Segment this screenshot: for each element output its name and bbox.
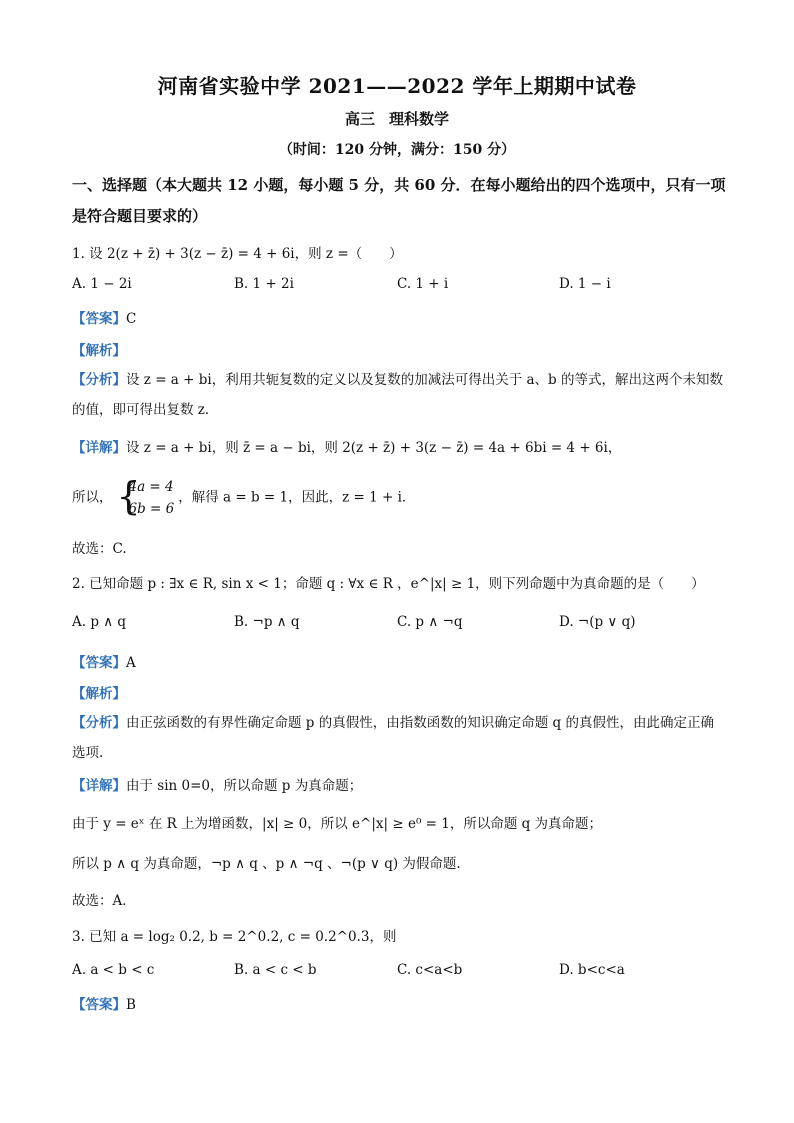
analysis-tag: 【解析】 xyxy=(72,343,126,359)
xiangjie-tag: 【详解】 xyxy=(72,440,126,456)
exam-subtitle xyxy=(0,108,794,129)
fenxi-tag: 【分析】 xyxy=(72,715,126,731)
q2-option-c: C. p ∧ ¬q xyxy=(397,614,463,630)
q1-option-a: A. 1 − 2i xyxy=(72,276,132,292)
q2-stem: 2. 已知命题 p : ∃x ∈ R, sin x < 1；命题 q : ∀x ∈ R ，e^|x| ≥ 1，则下列命题中为真命题的是（ ） xyxy=(72,576,705,592)
xiangjie-text: 设 z = a + bi，则 z̄ = a − bi，则 2(z + z̄) + 3(z − z̄) = 4a + 6bi = 4 + 6i， xyxy=(126,440,622,456)
q3-option-a: A. a < b < c xyxy=(72,962,155,978)
answer-tag: 【答案】 xyxy=(72,311,126,327)
fenxi-text: 设 z = a + bi，利用共轭复数的定义以及复数的加减法可得出关于 a、b 的等式，解出这两个未知数的值，即可得出复数 z． xyxy=(72,372,723,418)
grade-label: 高三 xyxy=(344,110,375,128)
q1-stem: 1. 设 2(z + z̄) + 3(z − z̄) = 4 + 6i，则 z =（ ） xyxy=(72,246,403,262)
q2-option-d: D. ¬(p ∨ q) xyxy=(559,614,636,630)
system-row-1: { 4a = 4 xyxy=(128,479,174,495)
q3-option-b: B. a < c < b xyxy=(234,962,317,978)
analysis-tag: 【解析】 xyxy=(72,686,126,702)
q1-answer xyxy=(72,307,136,327)
q1-fenxi xyxy=(72,365,724,425)
q1-conclusion: 故选：C. xyxy=(72,541,127,557)
xiangjie-text: 由于 sin 0=0，所以命题 p 为真命题； xyxy=(126,778,363,794)
q2-answer xyxy=(72,651,136,671)
q1-analysis xyxy=(72,339,126,359)
q3-answer xyxy=(72,993,136,1013)
q2-analysis xyxy=(72,682,126,702)
section-heading: 一、选择题（本大题共 12 小题，每小题 5 分，共 60 分．在每小题给出的四个选项中，只有一项是符合题目要求的） xyxy=(72,176,726,225)
q3-option-d: D. b<c<a xyxy=(559,962,625,978)
q2-detail-line-2: 由于 y = eˣ 在 R 上为增函数，|x| ≥ 0，所以 e^|x| ≥ e⁰ = 1，所以命题 q 为真命题； xyxy=(72,816,603,832)
q3-stem: 3. 已知 a = log₂ 0.2, b = 2^0.2, c = 0.2^0.3，则 xyxy=(72,929,397,945)
answer-value: C xyxy=(126,311,137,327)
equation-system xyxy=(117,476,175,520)
q2-option-b: B. ¬p ∧ q xyxy=(234,614,300,630)
xiangjie-tag: 【详解】 xyxy=(72,778,126,794)
q2-fenxi xyxy=(72,708,724,768)
system-result: ，解得 a = b = 1，因此，z = 1 + i． xyxy=(178,489,416,506)
system-prefix: 所以， xyxy=(72,489,113,506)
q3-option-c: C. c<a<b xyxy=(397,962,463,978)
page-title: 河南省实验中学 2021——2022 学年上期期中试卷 xyxy=(157,74,637,98)
q1-option-d: D. 1 − i xyxy=(559,276,611,292)
q1-option-b: B. 1 + 2i xyxy=(234,276,294,292)
q2-xiangjie xyxy=(72,774,362,794)
q1-system xyxy=(72,476,415,520)
fenxi-tag: 【分析】 xyxy=(72,372,126,388)
fenxi-text: 由正弦函数的有界性确定命题 p 的真假性，由指数函数的知识确定命题 q 的真假性，由此确定正确选项. xyxy=(72,715,714,761)
q1-xiangjie xyxy=(72,436,621,456)
answer-tag: 【答案】 xyxy=(72,655,126,671)
subject-label: 理科数学 xyxy=(389,110,450,128)
time-info: （时间：120 分钟，满分：150 分） xyxy=(278,142,516,158)
answer-value: B xyxy=(126,997,136,1013)
q2-option-a: A. p ∧ q xyxy=(72,614,127,630)
answer-tag: 【答案】 xyxy=(72,997,126,1013)
q2-conclusion: 故选：A． xyxy=(72,893,136,909)
system-row-2: 6b = 6 xyxy=(128,501,175,517)
answer-value: A xyxy=(126,655,136,671)
q1-option-c: C. 1 + i xyxy=(397,276,449,292)
q2-detail-line-3: 所以 p ∧ q 为真命题，¬p ∧ q 、p ∧ ¬q 、¬(p ∨ q) 为假命题. xyxy=(72,856,461,872)
